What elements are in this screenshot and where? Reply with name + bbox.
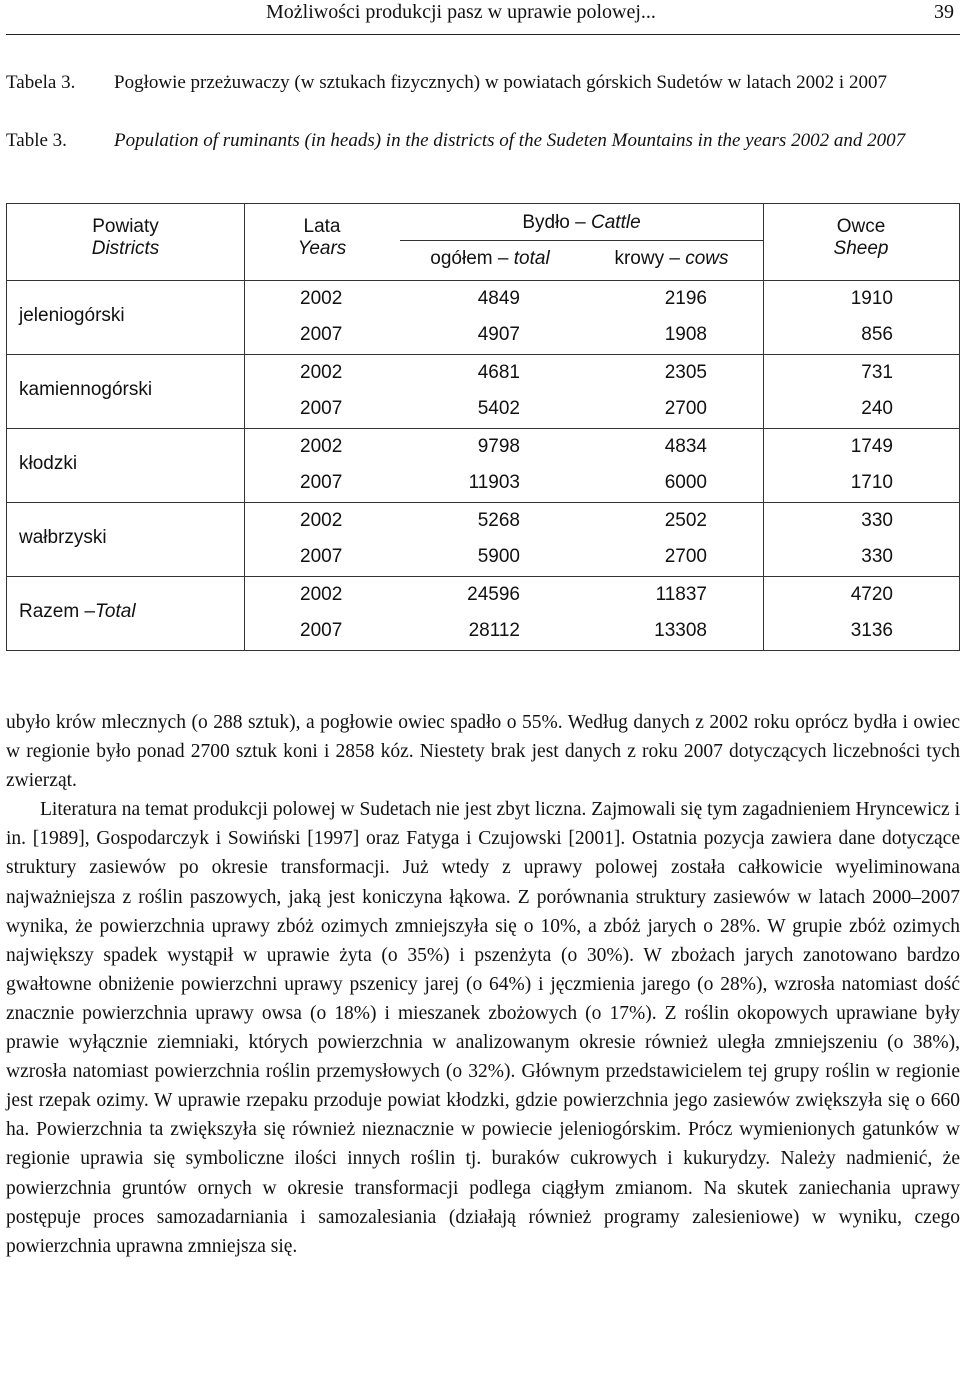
paragraph: ubyło krów mlecznych (o 288 sztuk), a pogłowie owiec spadło o 55%. Według danych z 2002 roku oprócz bydła i owiec w regionie było ponad 2700 sztuk koni i 2858 kóz. Niestety brak jest danych z roku 2007 dotyczących liczebności tych zwierząt.: [6, 712, 960, 792]
cattle-total-cell: 11903: [468, 472, 520, 493]
ruminants-table: [6, 203, 960, 651]
cattle-total-cell: 4681: [477, 362, 520, 383]
sheep-cell: 856: [861, 324, 893, 345]
cows-cell: 11837: [655, 584, 707, 605]
sheep-cell: 330: [861, 510, 893, 531]
table-row-rule: [7, 502, 959, 503]
paragraph: Literatura na temat produkcji polowej w Sudetach nie jest zbyt liczna. Zajmowali się tym zagadnieniem Hryncewicz i in. [1989], Gospodarczyk i Sowiński [1997] oraz Fatyga i Czujowski [2001]. Ostatnia pozycja zawiera dane dotyczące struktury zasiewów po okresie transformacji. Już wtedy z uprawy polowej została całkowicie wyeliminowana najważniejsza z roślin paszowych, jaką jest koniczyna łąkowa. Z porównania struktury zasiewów w latach 2000–2007 wynika, że powierzchnia uprawy zbóż ozimych zmniejszyła się o 10%, a zbóż jarych o 28%. W grupie zbóż ozimych największy spadek wystąpił w uprawie żyta (o 35%) i pszenżyta (o 30%). W zbożach jarych zanotowano bardzo gwałtowne obniżenie powierzchni uprawy pszenicy jarej (o 64%) i jęczmienia jarego (o 28%), wzrosła natomiast dość znacznie powierzchnia uprawy owsa (o 18%) i mieszanek zbożowych (o 17%). Z roślin okopowych uprawiane były prawie wyłącznie ziemniaki, których powierzchnia w analizowanym okresie również uległa zmniejszeniu (o 38%), wzrosła natomiast powierzchnia roślin przemysłowych (o 32%). Głównym przedstawicielem tej grupy roślin w regionie jest rzepak ozimy. W uprawie rzepaku przoduje powiat kłodzki, gdzie powierzchnia jego zasiewów zwiększyła się o 660 ha. Powierzchnia ta zwiększyła się również nieznacznie w powiecie jeleniogórskim. Prócz wymienionych gatunków w regionie uprawia się symboliczne ilości innych roślin tj. buraków cukrowych i kukurydzy. Należy nadmienić, że powierzchnia gruntów ornych w okresie transformacji podlega ciągłym zmianom. Na skutek zaniechania uprawy postępuje proces samozadarniania i samozalesiania (działają również programy zalesieniowe) w wyniku, czego powierzchnia uprawna zmniejsza się.: [6, 799, 960, 1257]
sheep-cell: 240: [861, 398, 893, 419]
district-label-total: Razem –Total: [19, 601, 136, 622]
caption-english: [6, 126, 960, 155]
sheep-cell: 1910: [850, 288, 893, 309]
header-years: Lata Years: [297, 216, 347, 259]
table-col-divider: [244, 204, 245, 650]
cattle-total-cell: 5900: [477, 546, 520, 567]
district-label: jeleniogórski: [19, 305, 125, 326]
cows-cell: 2502: [664, 510, 707, 531]
caption-pl-label: Tabela 3.: [6, 72, 76, 93]
cattle-subheader-rule: [400, 240, 763, 241]
cattle-total-cell: 4907: [477, 324, 520, 345]
year-cell: 2007: [300, 398, 343, 419]
cows-cell: 2305: [664, 362, 707, 383]
cows-cell: 4834: [664, 436, 707, 457]
year-cell: 2007: [300, 546, 343, 567]
sheep-cell: 1710: [850, 472, 893, 493]
sheep-cell: 3136: [850, 620, 893, 641]
table-caption: [6, 68, 960, 155]
header-cattle-total: ogółem – total: [430, 248, 550, 269]
year-cell: 2007: [300, 324, 343, 345]
page-number: 39: [934, 1, 954, 23]
caption-en-text: Population of ruminants (in heads) in the districts of the Sudeten Mountains in the years 2002 and 2007: [114, 130, 906, 151]
cattle-total-cell: 5268: [477, 510, 520, 531]
year-cell: 2002: [300, 288, 343, 309]
running-header: [6, 0, 960, 35]
year-cell: 2002: [300, 436, 343, 457]
table-header-rule: [7, 280, 959, 281]
caption-pl-text: Pogłowie przeżuwaczy (w sztukach fizycznych) w powiatach górskich Sudetów w latach 2002 i 2007: [114, 72, 887, 93]
cows-cell: 2700: [664, 546, 707, 567]
table-row-rule: [7, 428, 959, 429]
year-cell: 2007: [300, 472, 343, 493]
table-col-divider: [763, 204, 764, 650]
district-label: wałbrzyski: [19, 527, 107, 548]
cattle-total-cell: 4849: [477, 288, 520, 309]
cows-cell: 2196: [664, 288, 707, 309]
sheep-cell: 330: [861, 546, 893, 567]
year-cell: 2002: [300, 584, 343, 605]
year-cell: 2002: [300, 510, 343, 531]
cattle-total-cell: 9798: [477, 436, 520, 457]
header-cattle-cows: krowy – cows: [614, 248, 729, 269]
district-label: kamiennogórski: [19, 379, 153, 400]
caption-polish: [6, 68, 960, 126]
header-cattle: Bydło – Cattle: [522, 212, 641, 233]
cows-cell: 13308: [654, 620, 707, 641]
cattle-total-cell: 24596: [467, 584, 520, 605]
cows-cell: 6000: [664, 472, 707, 493]
body-text: [6, 708, 960, 1261]
sheep-cell: 1749: [850, 436, 893, 457]
cows-cell: 1908: [664, 324, 707, 345]
sheep-cell: 731: [861, 362, 893, 383]
sheep-cell: 4720: [850, 584, 893, 605]
header-sheep: Owce Sheep: [833, 216, 889, 259]
district-label: kłodzki: [19, 453, 78, 474]
cattle-total-cell: 28112: [468, 620, 520, 641]
caption-en-label: Table 3.: [6, 130, 67, 151]
table-row-rule: [7, 576, 959, 577]
cows-cell: 2700: [664, 398, 707, 419]
table-row-rule: [7, 354, 959, 355]
header-districts: Powiaty Districts: [91, 216, 160, 259]
cattle-total-cell: 5402: [477, 398, 520, 419]
year-cell: 2007: [300, 620, 343, 641]
running-title: Możliwości produkcji pasz w uprawie polowej...: [266, 1, 656, 23]
year-cell: 2002: [300, 362, 343, 383]
